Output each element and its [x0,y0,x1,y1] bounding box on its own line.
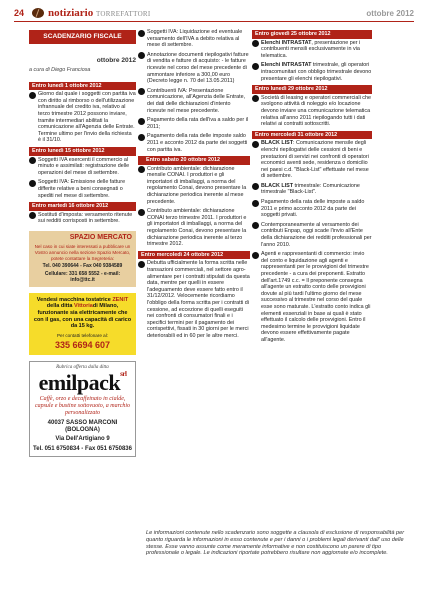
ad2-address2: Via Dell'Artigiano 9 [55,436,110,443]
bullet-icon [138,209,145,216]
deadline-bar: Entro lunedì 15 ottobre 2012 [29,147,136,156]
item-text: Pagamento della rata delle imposte saldo 2011 e acconto 2012 da parte dei soggetti con partita iva. [147,133,248,153]
item-text: Contemporaneamente al versamento dei contributi Enpap, oggi scade l'invio all'Ente della dichiarazione dei redditi professionali per l'anno 2010. [261,221,372,248]
item-text: Contribuenti IVA: Presentazione comunicazione, all'Agenzia delle Entrate, dei dati delle dichiarazioni d'intento ricevute nel mese precedente. [147,87,246,114]
item-text: Contributo ambientale: dichiarazione mensile CONAI. I produttori e gli importatori di imballaggi, a norma del regolamento Conai, devono presentare la dichiarazione periodica inerente al mese precedente. [147,165,247,205]
list-item [29,91,136,144]
list-item [252,140,372,180]
list-item [252,251,372,343]
deadline-bar: Entro lunedì 29 ottobre 2012 [252,85,372,94]
item-bold: BLACK LIST [261,182,294,189]
brand-name: notiziario [48,7,94,19]
item-text: Debutta ufficialmente la forma scritta nelle transazioni commerciali, nel settore agro-alimentare per i contratti stipulati da questa data, mentre per quelli in essere l'adeguamento deve essere fatto entro il 31/12/2012. Velocemente ricordiamo l'obbligo della forma scritta per i contratti di cessione, ad eccezione di quelli eseguiti nei confronti di consumatori finali e i specifici termini per il pagamento dei corrispettivi, fissati in 30 giorni per le merci deteriorabili ed in 60 per le altre merci. [147,260,250,339]
scadenzario-author: a cura di Diego Franciosa [29,67,91,74]
list-item [252,222,372,248]
ad2-address1: 40037 SASSO MARCONI (BOLOGNA) [47,419,118,434]
issue-date: ottobre 2012 [366,9,414,18]
bullet-icon [252,183,259,190]
item-text: Soggetti IVA esercenti il commercio al minuto e assimilati: registrazione delle operazioni del mese di settembre. [38,156,130,176]
item-text: Società di leasing e operatori commerciali che svolgono attività di noleggio e/o locazione devono inviare una comunicazione telematica relativa all'anno 2011 riepilogando tutti i dati relativi ai contratti sottoscritti. [261,94,371,128]
deadline-bar: Entro mercoledì 24 ottobre 2012 [138,251,250,260]
spazio-mercato-box [29,231,136,287]
column-2 [138,28,250,343]
item-text: Contributo ambientale: dichiarazione CONAI terzo trimestre 2011. I produttori e gli importatori di imballaggi, a norma del regolamento Conai, devono presentare la dichiarazione periodica inerente al terzo trimestre 2012. [147,208,247,248]
sale-ad-text [32,297,133,331]
ad-place: Vittoria [73,303,93,310]
bullet-icon [138,166,145,173]
logo-suffix: srl [120,369,127,378]
list-item [138,166,250,206]
brand-sub: TORREFATTORI [95,10,151,18]
item-bold: Elenchi INTRASTAT [261,39,312,46]
brand-title [48,7,151,20]
scadenzario-issue: ottobre 2012 [96,57,136,65]
bullet-icon [138,118,145,125]
page-header [14,6,414,22]
ad-line2: della ditta [46,303,73,310]
list-item [138,208,250,248]
item-text: Soggetti IVA: Liquidazione ed eventuale versamento dell'IVA a debito relativa al mese di settembre. [147,29,243,49]
list-item [29,212,136,225]
spazio-tel: Tel. 040 390644 - Fax 040 9384589 [42,263,123,270]
emilpack-ad [29,361,136,457]
bullet-icon [138,134,145,141]
column-3 [252,28,372,347]
ad-line3: di Milano, funzionante sia elettricamente che con il gas, con una capacità di carico da 15 kg. [33,303,132,330]
list-item [252,40,372,60]
ad-contact-label: Per contatti telefonare al: [56,333,109,339]
deadline-bar: Entro sabato 20 ottobre 2012 [138,156,250,165]
list-item [29,179,136,199]
item-rest: , presentazione per i contribuenti mensili esclusivamente in via telematica. [261,39,361,59]
list-item [252,199,372,219]
list-item [138,29,250,49]
bullet-icon [252,200,259,207]
emilpack-logo [33,371,132,394]
ad2-desc: Caffè, orzo e decaffeinato in cialde, capsule e bustine sottovuoto, a marchio personalizzato [34,395,131,417]
list-item [138,117,250,130]
bullet-icon [252,63,259,70]
item-text: Agenti e rappresentanti di commercio: invio del conto e liquidazione agli agenti e rappresentanti per le provvigioni del trimestre precedente - a cura dei preponenti. Estratto dell'art.1749 c.c. = Il preponente consegna all'agente un estratto conto delle provvigioni dovute al più tardi l'ultimo giorno del mese successivo al trimestre nel corso del quale esse sono maturate. L'estratto conto indica gli elementi essenziali in base ai quali è stato effettuato il calcolo delle provvigioni. Entro il medesimo termine le provvigioni liquidate devono essere effettivamente pagate all'agente. [261,251,371,343]
deadline-bar: Entro giovedì 25 ottobre 2012 [252,30,372,39]
bullet-icon [29,212,36,219]
logo-text: emilpack [38,369,121,395]
ad2-phones: Tel. 051 6750834 - Fax 051 6750836 [33,445,132,452]
item-text: Sostituti d'imposta: versamento ritenute sui redditi corrisposti in settembre. [38,211,133,225]
deadline-bar: Entro mercoledì 31 ottobre 2012 [252,131,372,140]
item-text [261,140,372,180]
column-1 [29,28,136,457]
bullet-icon [29,157,36,164]
item-rest: trimestrale: Comunicazione trimestrale "Black-List". [261,182,360,196]
bullet-icon [138,261,145,268]
ad-line1: Vendesi macchina tostatrice [36,296,111,303]
deadline-bar: Entro martedì 16 ottobre 2012 [29,202,136,211]
list-item [252,62,372,82]
item-text: Pagamento della rata dell'iva a saldo per il 2011; [147,117,249,130]
item-bold: BLACK LIST [261,140,294,147]
list-item [138,133,250,153]
spazio-title: SPAZIO MERCATO [69,233,132,241]
item-text: Annotazione documenti riepilogativi fatture di vendita e fatture di acquisto: - le fatture ricevute nel corso del mese precedente di ammontare inferiore a 300,00 euro (Decreto legge n. 70 del 13.05.2011) [147,51,249,85]
scadenzario-title: SCADENZARIO FISCALE [29,30,136,44]
item-text: Pagamento della rata delle imposte a saldo 2011 e primo acconto 2012 da parte dei soggetti privati. [261,199,365,219]
list-item [138,260,250,339]
page-number: 24 [14,8,25,18]
list-item [138,52,250,85]
bullet-icon [252,252,259,259]
deadline-bar: Entro lunedì 1 ottobre 2012 [29,82,136,91]
list-item [29,157,136,177]
bullet-icon [138,88,145,95]
bullet-icon [252,222,259,229]
spazio-cell: Cellulare: 331 658 5552 - e-mail: info@ttc.it [44,271,121,284]
item-rest: trimestrale, gli operatori intracomunitari con obbligo trimestrale devono presentare gli elenchi riepilogativi. [261,62,372,82]
coffee-bean-icon [32,8,44,18]
list-item [138,88,250,114]
disclaimer-footer: Le informazioni contenute nello scadenzario sono soggette a clausola di esclusione di responsabilità per quanto riguarda le informazioni in esso contenute e per i danni o i problemi legali derivanti dall' uso delle stesse. Esse vanno assunte come meramente informative e non costituiscono un parere di tipo professionale o legale. Le indicazioni riportate potrebbero risultare non aggiornate e/o incomplete. [146,530,405,557]
ad2-top: Rubrica offerta dalla ditta [56,364,109,370]
bullet-icon [138,52,145,59]
item-text: Giorno dal quale i soggetti con partita iva con diritto al rimborso o dell'utilizzazione infrannuale del credito iva, relativo al terzo trimestre 2012 possono inviare, tramite intermediari abilitati la comunicazione all'Agenzia delle Entrate. Termine ultimo per l'invio della richiesta è il 31/10. [38,91,136,144]
ad-phone: 335 6694 607 [54,339,111,350]
item-rest: : Comunicazione mensile degli elenchi riepilogativi delle cessioni di beni e prestazioni di servizi nei confronti di operatori economici aventi sede, residenza o domicilio nei paesi c.d. "Black-List" effettuate nel mese di settembre. [261,140,369,180]
bullet-icon [252,95,259,102]
list-item [252,183,372,196]
bullet-icon [252,141,259,148]
item-text [261,40,372,60]
bullet-icon [138,30,145,37]
item-text [261,183,372,196]
bullet-icon [252,40,259,47]
list-item [252,95,372,128]
ad-brand: ZENIT [112,296,129,303]
bullet-icon [29,180,36,187]
spazio-note: Nel caso in cui siate interessati a pubblicare un Vostro annuncio nella sezione Spazio Mercato, potete contattare la Segreteria: [34,244,131,261]
bullet-icon [29,92,36,99]
sale-ad [29,293,136,355]
item-bold: Elenchi INTRASTAT [261,62,312,69]
item-text [261,62,372,82]
item-text: Soggetti IVA: Emissione delle fatture differite relative a beni consegnati o spediti nel mese di settembre. [38,179,126,199]
